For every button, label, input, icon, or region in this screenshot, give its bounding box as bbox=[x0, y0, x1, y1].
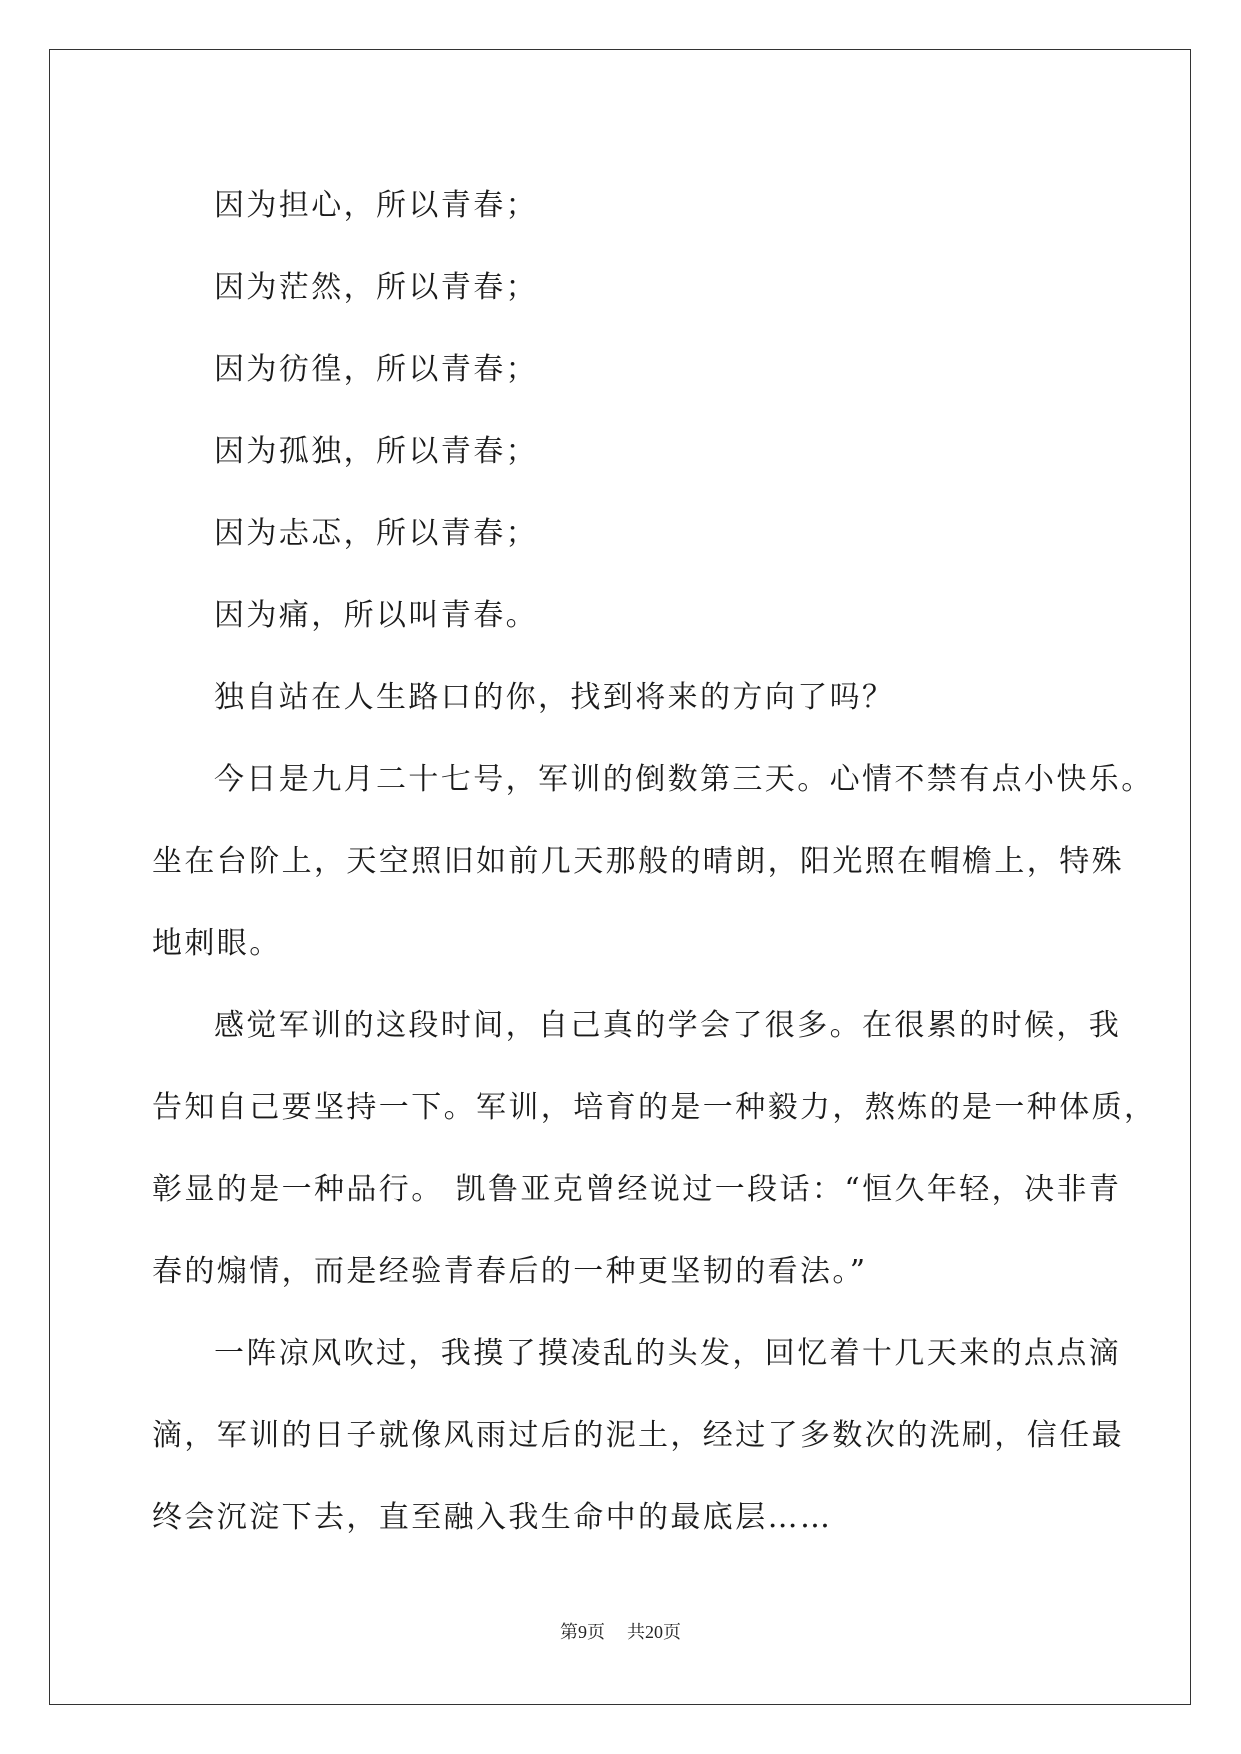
document-body bbox=[152, 165, 1157, 1559]
page-footer bbox=[0, 1618, 1241, 1644]
text-line: 告知自己要坚持一下。军训，培育的是一种毅力，熬炼的是一种体质， bbox=[152, 1090, 1157, 1125]
text-line: 感觉军训的这段时间，自己真的学会了很多。在很累的时候，我 bbox=[214, 1008, 1122, 1043]
text-line: 坐在台阶上，天空照旧如前几天那般的晴朗，阳光照在帽檐上，特殊 bbox=[152, 844, 1124, 879]
text-line: 滴，军训的日子就像风雨过后的泥土，经过了多数次的洗刷，信任最 bbox=[152, 1418, 1124, 1453]
text-line: 今日是九月二十七号，军训的倒数第三天。心情不禁有点小快乐。 bbox=[214, 762, 1154, 797]
page-number: 第9页 bbox=[560, 1622, 605, 1642]
text-line: 春的煽情，而是经验青春后的一种更坚韧的看法。” bbox=[152, 1254, 868, 1289]
text-line: 一阵凉风吹过，我摸了摸凌乱的头发，回忆着十几天来的点点滴 bbox=[214, 1336, 1122, 1371]
text-line: 终会沉淀下去，直至融入我生命中的最底层…… bbox=[152, 1500, 833, 1535]
text-line: 因为孤独，所以青春； bbox=[214, 434, 538, 469]
text-line: 因为忐忑，所以青春； bbox=[214, 516, 538, 551]
text-line: 因为担心，所以青春； bbox=[214, 188, 538, 223]
text-line: 因为茫然，所以青春； bbox=[214, 270, 538, 305]
text-line: 地刺眼。 bbox=[152, 926, 282, 961]
text-line: 因为彷徨，所以青春； bbox=[214, 352, 538, 387]
text-line: 独自站在人生路口的你，找到将来的方向了吗？ bbox=[214, 680, 895, 715]
text-line: 因为痛，所以叫青春。 bbox=[214, 598, 538, 633]
page-total: 共20页 bbox=[627, 1622, 681, 1642]
text-line: 彰显的是一种品行。 凯鲁亚克曾经说过一段话：“恒久年轻，决非青 bbox=[152, 1172, 1122, 1207]
